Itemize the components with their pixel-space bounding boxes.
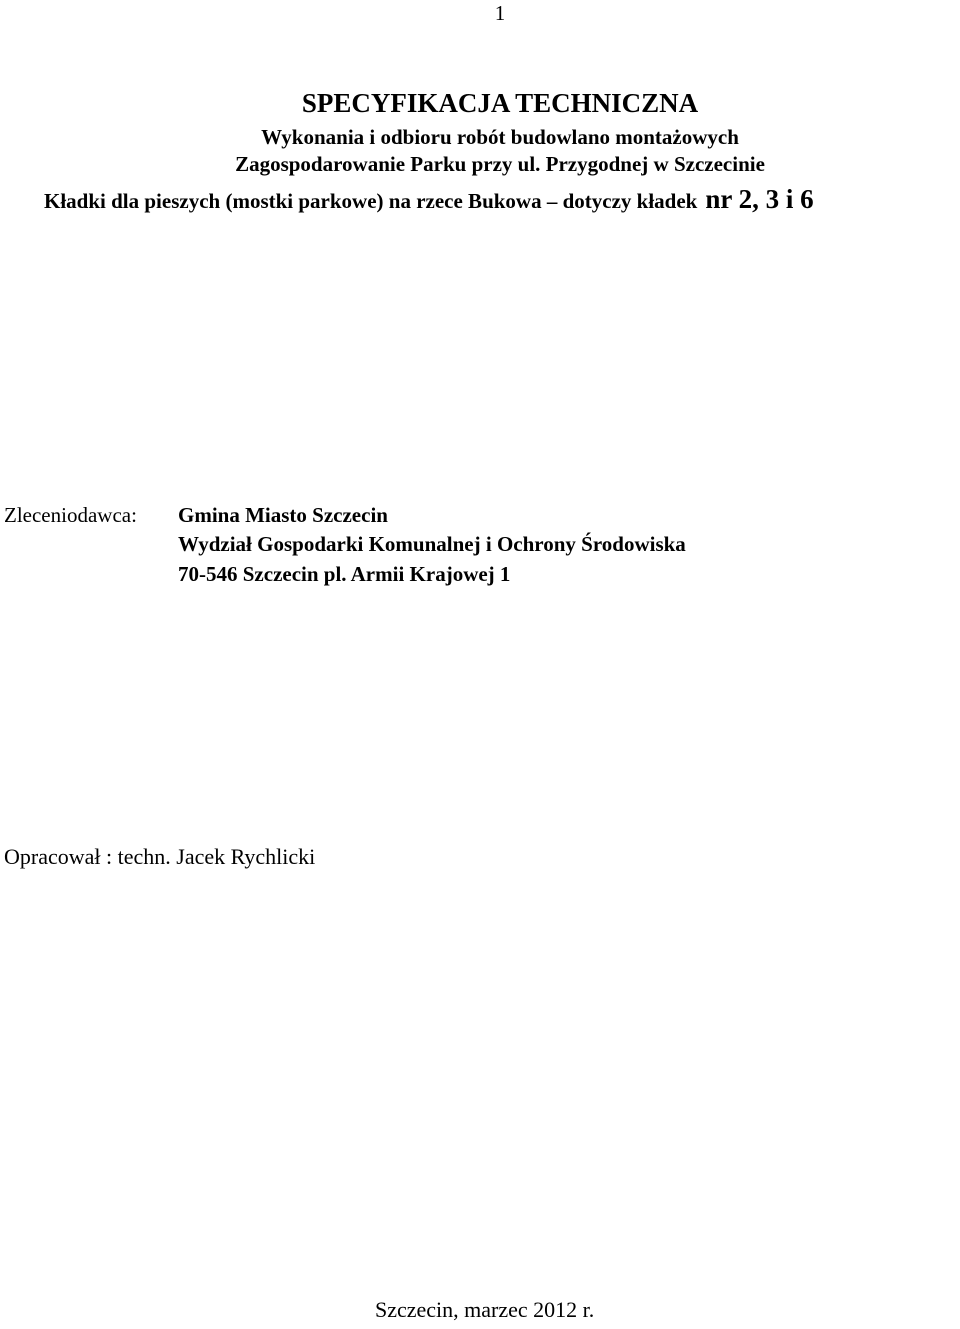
project-name: Zagospodarowanie Parku przy ul. Przygodnej w Szczecinie — [235, 152, 765, 176]
page-number: 1 — [494, 1, 506, 25]
client-department: Wydział Gospodarki Komunalnej i Ochrony Środowiska — [178, 532, 686, 556]
client-address: 70-546 Szczecin pl. Armii Krajowej 1 — [178, 562, 511, 586]
author: Opracował : techn. Jacek Rychlicki — [4, 844, 316, 869]
place-date: Szczecin, marzec 2012 r. — [375, 1297, 595, 1322]
document-subtitle: Wykonania i odbioru robót budowlano montażowych — [261, 125, 739, 149]
client-label: Zleceniodawca: — [4, 503, 137, 527]
scope-text: Kładki dla pieszych (mostki parkowe) na rzece Bukowa – dotyczy kładek — [44, 189, 698, 213]
scope-numbers: nr 2, 3 i 6 — [705, 184, 814, 214]
scope-line — [44, 184, 814, 215]
client-name: Gmina Miasto Szczecin — [178, 503, 388, 527]
document-title: SPECYFIKACJA TECHNICZNA — [301, 88, 699, 118]
